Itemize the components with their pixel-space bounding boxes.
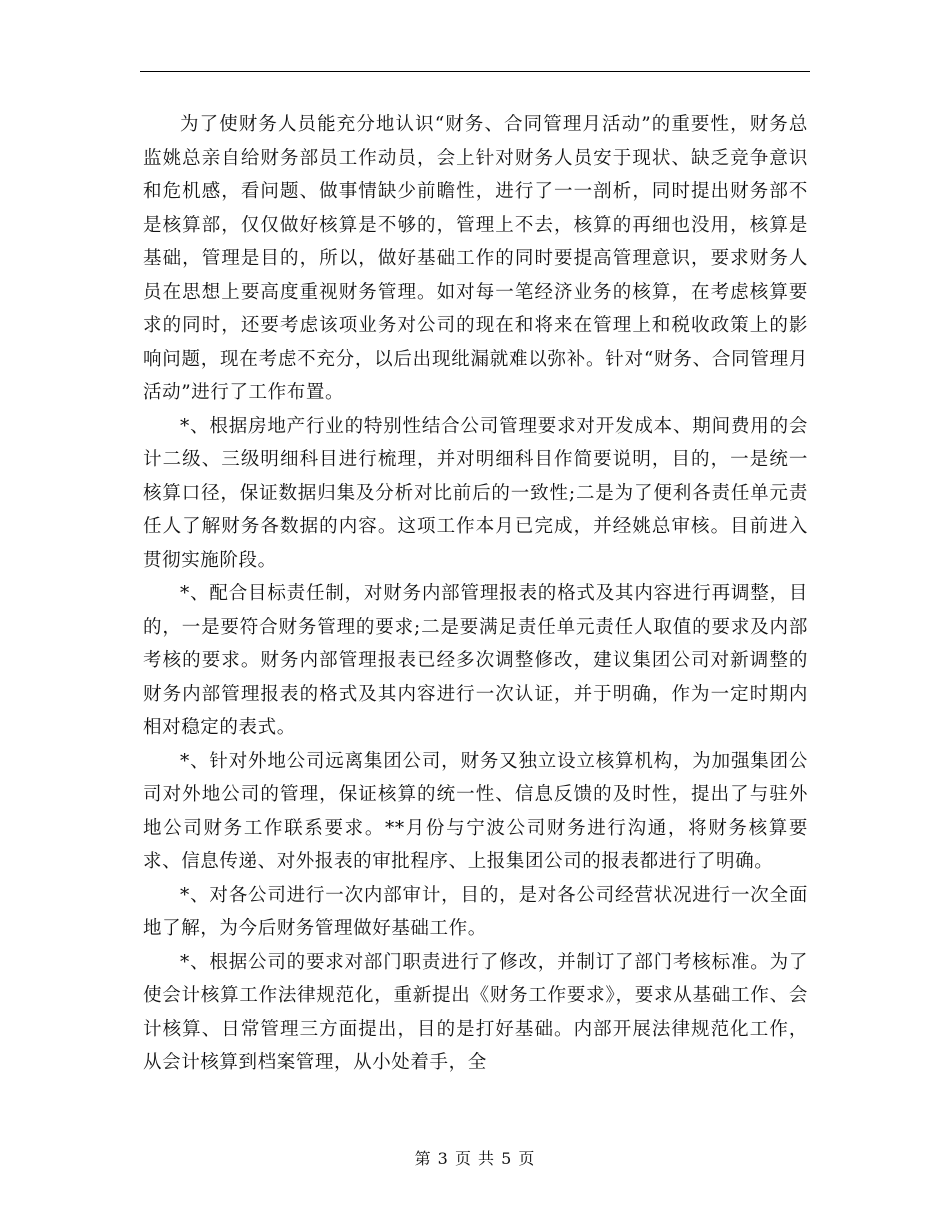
document-body: [143, 108, 808, 1080]
page-footer: 第 3 页 共 5 页: [414, 1149, 536, 1168]
paragraph-item: *、配合目标责任制，对财务内部管理报表的格式及其内容进行再调整，目的，一是要符合财务管理的要求;二是要满足责任单元责任人取值的要求及内部考核的要求。财务内部管理报表已经多次调整修改，建议集团公司对新调整的财务内部管理报表的格式及其内容进行一次认证，并于明确，作为一定时期内相对稳定的表式。: [143, 583, 808, 738]
paragraph-item: *、根据公司的要求对部门职责进行了修改，并制订了部门考核标准。为了使会计核算工作法律规范化，重新提出《财务工作要求》，要求从基础工作、会计核算、日常管理三方面提出，目的是打好基础。内部开展法律规范化工作，从会计核算到档案管理，从小处着手，全: [143, 951, 808, 1073]
paragraph-intro: 为了使财务人员能充分地认识“财务、合同管理月活动”的重要性，财务总监姚总亲自给财务部员工作动员，会上针对财务人员安于现状、缺乏竞争意识和危机感，看问题、做事情缺少前瞻性，进行了一一剖析，同时提出财务部不是核算部，仅仅做好核算是不够的，管理上不去，核算的再细也没用，核算是基础，管理是目的，所以，做好基础工作的同时要提高管理意识，要求财务人员在思想上要高度重视财务管理。如对每一笔经济业务的核算，在考虑核算要求的同时，还要考虑该项业务对公司的现在和将来在管理上和税收政策上的影响问题，现在考虑不充分，以后出现纰漏就难以弥补。针对“财务、合同管理月活动”进行了工作布置。: [143, 114, 808, 403]
header-rule: [140, 71, 810, 72]
paragraph-item: *、针对外地公司远离集团公司，财务又独立设立核算机构，为加强集团公司对外地公司的管理，保证核算的统一性、信息反馈的及时性，提出了与驻外地公司财务工作联系要求。**月份与宁波公司财务进行沟通，将财务核算要求、信息传递、对外报表的审批程序、上报集团公司的报表都进行了明确。: [143, 750, 808, 872]
paragraph-item: *、根据房地产行业的特别性结合公司管理要求对开发成本、期间费用的会计二级、三级明细科目进行梳理，并对明细科目作简要说明，目的，一是统一核算口径，保证数据归集及分析对比前后的一致性;二是为了便利各责任单元责任人了解财务各数据的内容。这项工作本月已完成，并经姚总审核。目前进入贯彻实施阶段。: [143, 415, 808, 571]
paragraph-item: *、对各公司进行一次内部审计，目的，是对各公司经营状况进行一次全面地了解，为今后财务管理做好基础工作。: [143, 884, 808, 939]
